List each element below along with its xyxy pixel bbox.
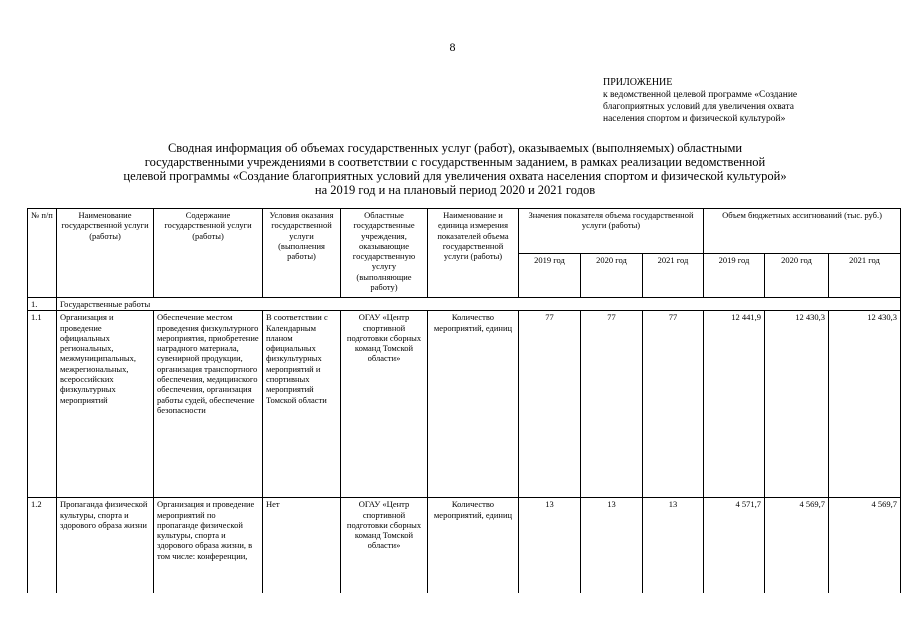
- header-institutions: Областные государственные учреждения, оказывающие государственную услугу (выполняющие работу): [341, 209, 428, 298]
- header-year: 2020 год: [765, 254, 829, 298]
- row-unit: Количество мероприятий, единиц: [428, 498, 519, 598]
- row-volume-2021: 13: [643, 498, 704, 598]
- appendix-line: к ведомственной целевой программе «Создание: [603, 90, 798, 100]
- section-label: Государственные работы: [57, 298, 901, 311]
- title-line: государственными учреждениями в соответствии с государственным заданием, в рамках реализации ведомственной: [144, 155, 766, 169]
- title-line: на 2019 год и на плановый период 2020 и 2021 годов: [314, 183, 596, 197]
- appendix-line: населения спортом и физической культурой»: [603, 114, 786, 124]
- row-service-name: Пропаганда физической культуры, спорта и здорового образа жизни: [57, 498, 154, 598]
- appendix-block: [603, 77, 797, 125]
- row-budget-2019: 4 571,7: [704, 498, 765, 598]
- appendix-line: благоприятных условий для увеличения охвата: [603, 102, 795, 112]
- header-service-name: Наименование государственной услуги (работы): [57, 209, 154, 298]
- table-row: [28, 498, 901, 598]
- row-unit: Количество мероприятий, единиц: [428, 311, 519, 498]
- title-line: Сводная информация об объемах государственных услуг (работ), оказываемых (выполняемых) областными: [167, 141, 743, 155]
- row-institution: ОГАУ «Центр спортивной подготовки сборных команд Томской области»: [341, 498, 428, 598]
- row-service-content: Обеспечение местом проведения физкультурного мероприятия, приобретение наградного материала, сувенирной продукции, организация транспортного обеспечения, медицинского обеспечения, организация работы судей, обеспечение безопасности: [154, 311, 263, 498]
- header-year: 2021 год: [829, 254, 901, 298]
- row-service-content: Организация и проведение мероприятий по пропаганде физической культуры, спорта и здорового образа жизни, в том числе: конференции,: [154, 498, 263, 598]
- document-title: [60, 141, 850, 197]
- row-budget-2020: 4 569,7: [765, 498, 829, 598]
- header-budget-group: Объем бюджетных ассигнований (тыс. руб.): [704, 209, 901, 254]
- services-table: [27, 208, 901, 598]
- row-num: 1.1: [28, 311, 57, 498]
- row-volume-2021: 77: [643, 311, 704, 498]
- row-volume-2020: 77: [581, 311, 643, 498]
- header-conditions: Условия оказания государственной услуги (выполнения работы): [263, 209, 341, 298]
- row-conditions: В соответствии с Календарным планом официальных физкультурных мероприятий и спортивных мероприятий Томской области: [263, 311, 341, 498]
- header-year: 2020 год: [581, 254, 643, 298]
- header-service-content: Содержание государственной услуги (работы): [154, 209, 263, 298]
- section-num: 1.: [28, 298, 57, 311]
- header-unit: Наименование и единица измерения показателей объема государственной услуги (работы): [428, 209, 519, 298]
- header-year: 2019 год: [704, 254, 765, 298]
- page-bottom-margin: [0, 593, 905, 640]
- appendix-heading: ПРИЛОЖЕНИЕ: [603, 77, 673, 88]
- header-volume-group: Значения показателя объема государственной услуги (работы): [519, 209, 704, 254]
- row-volume-2019: 13: [519, 498, 581, 598]
- row-volume-2020: 13: [581, 498, 643, 598]
- section-row: [28, 298, 901, 311]
- row-budget-2020: 12 430,3: [765, 311, 829, 498]
- header-year: 2021 год: [643, 254, 704, 298]
- row-service-name: Организация и проведение официальных региональных, межмуниципальных, межрегиональных, всероссийских физкультурных мероприятий: [57, 311, 154, 498]
- table-row: [28, 311, 901, 498]
- header-num: № п/п: [28, 209, 57, 298]
- page-number: 8: [449, 40, 456, 54]
- row-conditions: Нет: [263, 498, 341, 598]
- row-budget-2021: 4 569,7: [829, 498, 901, 598]
- title-line: целевой программы «Создание благоприятных условий для увеличения охвата населения спортом и физической культурой»: [123, 169, 787, 183]
- row-budget-2021: 12 430,3: [829, 311, 901, 498]
- row-institution: ОГАУ «Центр спортивной подготовки сборных команд Томской области»: [341, 311, 428, 498]
- row-volume-2019: 77: [519, 311, 581, 498]
- row-num: 1.2: [28, 498, 57, 598]
- row-budget-2019: 12 441,9: [704, 311, 765, 498]
- header-year: 2019 год: [519, 254, 581, 298]
